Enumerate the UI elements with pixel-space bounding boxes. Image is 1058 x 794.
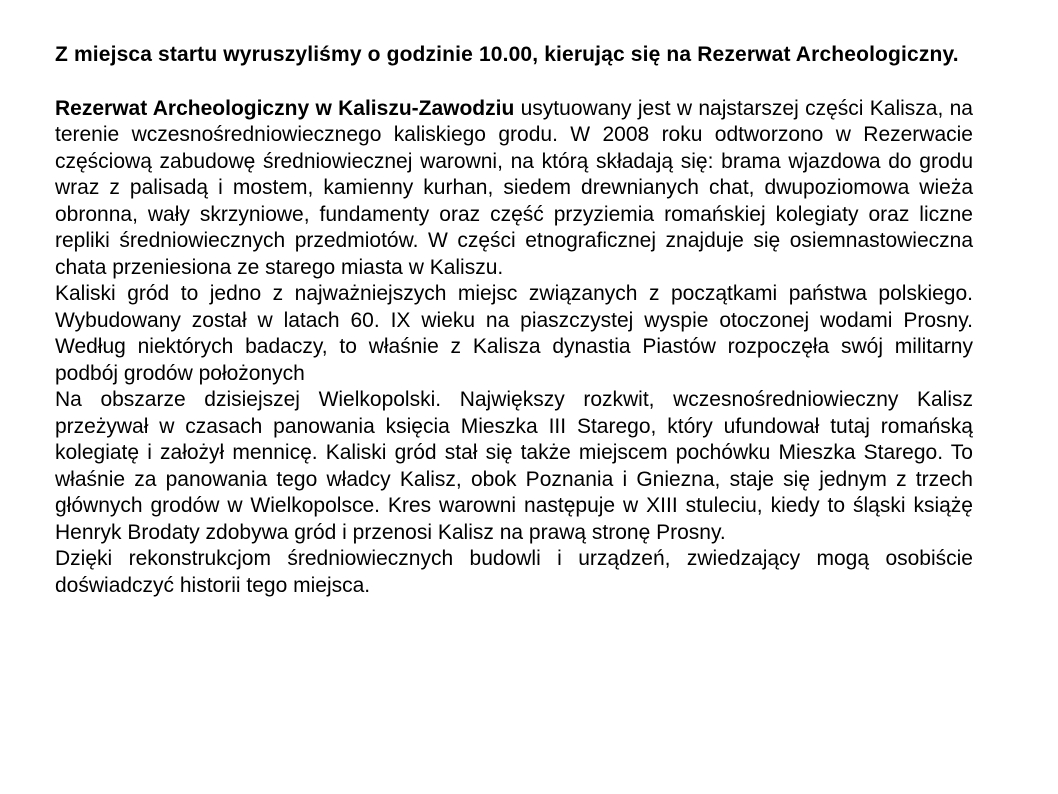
paragraph-golden-age: Na obszarze dzisiejszej Wielkopolski. Największy rozkwit, wczesnośredniowieczny Kalisz przeżywał w czasach panowania księcia Mieszka III Starego, który ufundował tutaj romańską kolegiatę i założył mennicę. Kaliski gród stał się także miejscem pochówku Mieszka Starego. To właśnie za panowania tego władcy Kalisz, obok Poznania i Gniezna, staje się jednym z trzech głównych grodów w Wielkopolsce. Kres warowni następuje w XIII stuleciu, kiedy to śląski książę Henryk Brodaty zdobywa gród i przenosi Kalisz na prawą stronę Prosny. (55, 388, 973, 544)
paragraph-reserve-description (55, 96, 973, 282)
paragraph-history: Kaliski gród to jedno z najważniejszych miejsc związanych z początkami państwa polskiego. Wybudowany został w latach 60. IX wieku na piaszczystej wyspie otoczonej wodami Prosny. Według niektórych badaczy, to właśnie z Kalisza dynastia Piastów rozpoczęła swój militarny podbój grodów położonych (55, 282, 973, 385)
paragraph-spacer (55, 69, 973, 96)
reserve-description-text: usytuowany jest w najstarszej części Kalisza, na terenie wczesnośredniowiecznego kaliskiego grodu. W 2008 roku odtworzono w Rezerwacie częściową zabudowę średniowiecznej warowni, na którą składają się: brama wjazdowa do grodu wraz z palisadą i mostem, kamienny kurhan, siedem drewnianych chat, dwupoziomowa wieża obronna, wały skrzyniowe, fundamenty oraz część przyziemia romańskiej kolegiaty oraz liczne repliki średniowiecznych przedmiotów. W części etnograficznej znajduje się osiemnastowieczna chata przeniesiona ze starego miasta w Kaliszu. (55, 96, 973, 279)
slide-heading: Z miejsca startu wyruszyliśmy o godzinie 10.00, kierując się na Rezerwat Archeologiczny. (55, 43, 959, 66)
paragraph-reconstructions: Dzięki rekonstrukcjom średniowiecznych budowli i urządzeń, zwiedzający mogą osobiście doświadczyć historii tego miejsca. (55, 547, 973, 597)
slide-content (55, 42, 973, 599)
reserve-name: Rezerwat Archeologiczny w Kaliszu-Zawodziu (55, 96, 515, 120)
